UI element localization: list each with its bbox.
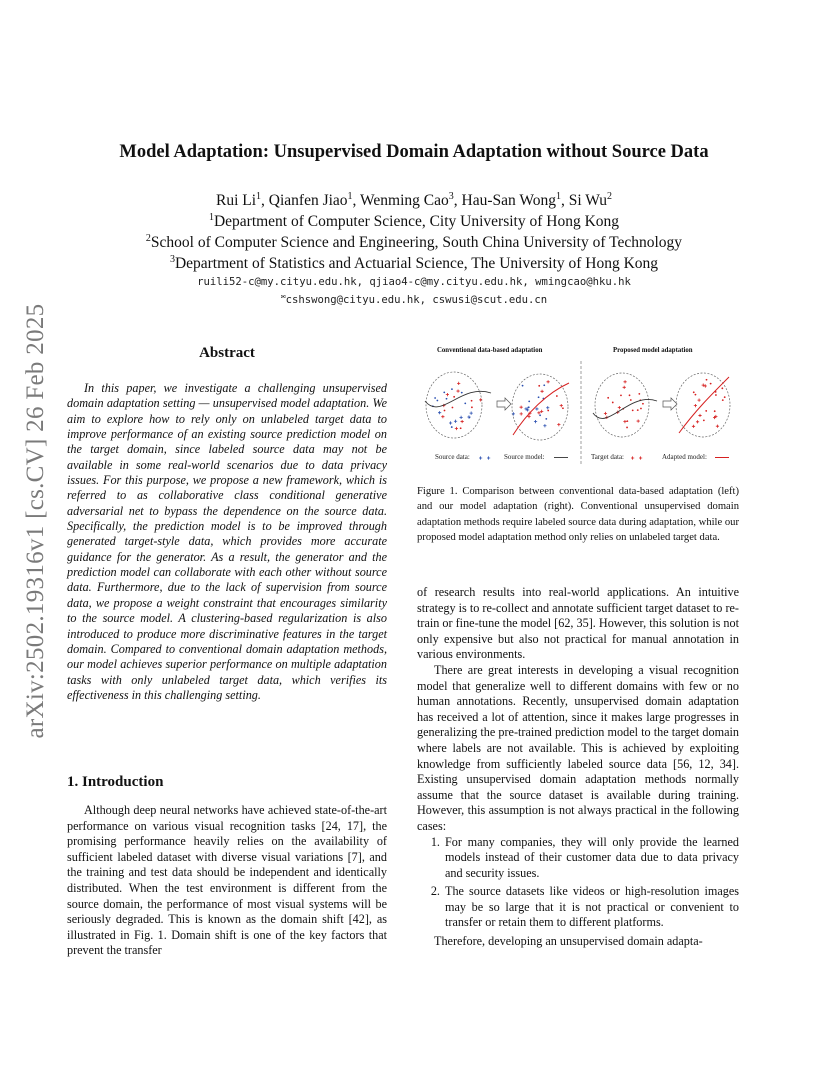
data-point <box>451 426 453 428</box>
abstract-text: In this paper, we investigate a challenging unsupervised domain adaptation setting — unsupervised model adaptation. We aim to explore how to rely only on unlabeled target data to improve performance of an existing source prediction model on the target domain, since labeled source data may not be available in some real-world scenarios due to data privacy issues. For this purpose, we propose a new framework, which is referred to as collaborative class conditional generative adversarial net to bypass the dependence on the source data. Specifically, the prediction model is to be improved through generated target-style data, which provides more accurate guidance for the generator. As a result, the generator and the prediction model can collaborate with each other without source data. Furthermore, due to the lack of supervision from source data, we propose a weight constraint that encourages similarity to the source model. A clustering-based regularization is also introduced to produce more discriminative features in the target domain. Compared to conventional domain adaptation methods, our model achieves superior performance on multiple adaptation tasks with only unlabeled target data, which verifies its effectiveness in this challenging setting. <box>67 381 387 702</box>
data-point <box>441 415 444 418</box>
data-point <box>705 410 707 412</box>
data-point <box>547 410 549 412</box>
data-point <box>460 427 462 429</box>
data-point <box>456 389 459 392</box>
figure-1 <box>417 343 739 471</box>
right-column-text <box>417 585 739 950</box>
data-point <box>538 385 540 387</box>
data-point <box>604 412 607 415</box>
data-point <box>706 379 708 381</box>
data-point <box>626 420 628 422</box>
abstract-heading: Abstract <box>199 345 255 361</box>
legend-plus-icon <box>487 456 490 459</box>
adapted-model-boundary <box>513 383 569 435</box>
data-point <box>640 408 642 410</box>
data-point <box>697 399 700 402</box>
figure-left-title: Conventional data-based adaptation <box>437 347 543 354</box>
data-point <box>446 393 449 396</box>
data-point <box>457 382 460 385</box>
data-point <box>638 393 640 395</box>
data-point <box>522 385 524 387</box>
author-name: Wenming Cao <box>360 192 449 209</box>
data-point <box>716 425 719 428</box>
legend-adapted-model: Adapted model: <box>662 453 707 461</box>
author-name: Hau-San Wong <box>461 192 556 209</box>
data-point <box>452 407 454 409</box>
domain-ellipse <box>426 372 482 438</box>
email-line[interactable]: ruili52-c@my.cityu.edu.hk, qjiao4-c@my.cityu.edu.hk, wmingcao@hku.hk <box>197 276 631 288</box>
data-point <box>512 412 515 415</box>
data-point <box>698 414 701 417</box>
data-point <box>535 407 538 410</box>
data-point <box>540 410 543 413</box>
data-point <box>534 420 537 423</box>
data-point <box>620 394 622 396</box>
domain-ellipse <box>595 373 649 437</box>
data-point <box>528 401 530 403</box>
data-point <box>722 399 724 401</box>
data-point <box>710 383 712 385</box>
legend-plus-icon <box>479 456 482 459</box>
data-point <box>538 396 540 398</box>
data-point <box>724 396 726 398</box>
data-point <box>443 391 445 393</box>
author-affiliation-mark: 1 <box>347 190 353 202</box>
data-point <box>434 397 436 399</box>
data-point <box>630 399 632 401</box>
author-name: Rui Li <box>215 192 257 209</box>
author-affiliation-mark: 3 <box>448 190 454 202</box>
adaptation-illustration <box>417 343 739 471</box>
data-point <box>629 394 631 396</box>
data-point <box>693 391 695 393</box>
data-point <box>562 407 564 409</box>
data-point <box>715 394 717 396</box>
affiliation: $^2$School of Computer Science and Engineering, South China University of Technology <box>145 232 683 251</box>
data-point <box>471 400 473 402</box>
figure-right-title: Proposed model adaptation <box>613 347 693 354</box>
author-affiliation-mark: 2 <box>607 190 613 202</box>
data-point <box>623 420 626 423</box>
data-point <box>612 402 614 404</box>
data-point <box>438 411 441 414</box>
data-point <box>695 394 697 396</box>
data-point <box>461 392 463 394</box>
author-list: Rui Li$^1$, Qianfen Jiao$^1$, Wenming Cao$^3$, Hau-San Wong$^1$, Si Wu$^2$ <box>215 190 613 209</box>
data-point <box>471 406 473 408</box>
arrow-icon <box>497 398 511 410</box>
affiliation: $^1$Department of Computer Science, City University of Hong Kong <box>208 211 620 230</box>
data-point <box>453 396 455 398</box>
envelope-icon: ✉ <box>280 290 286 300</box>
data-point <box>461 420 464 423</box>
data-point <box>714 410 716 412</box>
author-name: Si Wu <box>568 192 608 209</box>
data-point <box>537 411 540 414</box>
data-point <box>454 420 457 423</box>
data-point <box>642 403 644 405</box>
data-point <box>520 406 523 409</box>
author-affiliation-mark: 1 <box>256 190 262 202</box>
source-model-boundary <box>425 391 491 407</box>
arrow-icon <box>663 398 677 410</box>
data-point <box>446 398 448 400</box>
email-block <box>60 274 768 309</box>
data-point <box>618 406 621 409</box>
data-point <box>557 423 560 426</box>
data-point <box>560 404 563 407</box>
affiliation: $^3$Department of Statistics and Actuarial Science, The University of Hong Kong <box>169 253 659 272</box>
data-point <box>623 380 626 383</box>
data-point <box>607 397 609 399</box>
data-point <box>527 407 529 409</box>
legend-source-data: Source data: <box>435 453 470 461</box>
data-point <box>444 410 446 412</box>
data-point <box>460 416 463 419</box>
data-point <box>455 427 458 430</box>
paragraph: of research results into real-world applications. An intuitive strategy is to re-collect and annotate sufficient target dataset to re-train or fine-tune the model [62, 35]. However, this solution is not only expensive but also not practical for manual annotation in various environments. <box>417 585 739 662</box>
introduction-text: Although deep neural networks have achieved state-of-the-art performance on various visual recognition tasks [24, 17], the promising performance heavily relies on the availability of sufficient labeled dataset with diverse visual variations [7], and the training and test data should be independent and identically distributed. When the test environment is different from the source domain, the performance of most visual systems will be seriously degraded. This is known as the domain shift [42], as illustrated in Fig. 1. Domain shift is one of the key factors that prevent the transfer <box>67 803 387 958</box>
data-point <box>626 427 628 429</box>
case-list <box>417 835 739 932</box>
data-point <box>694 404 697 407</box>
data-point <box>520 412 523 415</box>
list-item: 2. The source datasets like videos or high-resolution images may be so large that it is not practical or convenient to transfer or retain them to different platforms. <box>443 884 739 931</box>
legend-plus-icon <box>639 456 642 459</box>
data-point <box>451 388 453 390</box>
data-point <box>449 421 452 424</box>
data-point <box>547 380 550 383</box>
data-point <box>543 424 546 427</box>
data-point <box>556 395 558 397</box>
data-point <box>692 425 695 428</box>
data-point <box>623 386 626 389</box>
introduction-heading: 1. Introduction <box>67 774 164 790</box>
data-point <box>703 419 705 421</box>
email-line[interactable]: ✉cshswong@cityu.edu.hk, cswusi@scut.edu.cn <box>280 290 548 306</box>
list-item: 1. For many companies, they will only provide the learned models instead of their customer data due to data privacy and security issues. <box>443 835 739 882</box>
paper-title: Model Adaptation: Unsupervised Domain Adaptation without Source Data <box>119 142 709 162</box>
data-point <box>470 412 473 415</box>
data-point <box>468 417 470 419</box>
figure-caption: Figure 1. Comparison between conventional data-based adaptation (left) and our model adaptation (right). Conventional unsupervised domain adaptation methods require labeled source data during adaptation, while our proposed model adaptation method only relies on unlabeled target data. <box>417 486 739 543</box>
data-point <box>540 390 543 393</box>
data-point <box>637 409 639 411</box>
data-point <box>543 384 545 386</box>
data-point <box>464 402 466 404</box>
legend-target-data: Target data: <box>591 453 625 461</box>
data-point <box>546 406 549 409</box>
paragraph: Therefore, developing an unsupervised domain adapta- <box>434 934 703 949</box>
arxiv-identifier: arXiv:2502.19316v1 [cs.CV] 26 Feb 2025 <box>22 303 49 739</box>
data-point <box>479 398 482 401</box>
data-point <box>721 387 723 389</box>
paragraph: There are great interests in developing a visual recognition model that generalize well to different domains with few or no human annotations. Recently, unsupervised domain adaptation has received a lot of attention, since it makes large progresses in generalizing the pre-trained prediction model to the target domain where labels are not available. This is achieved by exploiting knowledge from sufficiently labeled source data [56, 12, 34]. Existing unsupervised domain adaptation methods normally assume that the source dataset is available during training. However, this assumption is not always practical in the following cases: <box>417 662 739 833</box>
data-point <box>696 420 699 423</box>
author-affiliation-mark: 1 <box>555 190 561 202</box>
data-point <box>436 400 438 402</box>
data-point <box>539 414 541 416</box>
author-block <box>60 190 768 274</box>
data-point <box>637 419 640 422</box>
author-name: Qianfen Jiao <box>268 192 348 209</box>
legend-source-model: Source model: <box>504 453 545 461</box>
data-point <box>545 418 547 420</box>
legend-plus-icon <box>631 456 634 459</box>
data-point <box>632 409 634 411</box>
domain-ellipse <box>676 373 730 437</box>
